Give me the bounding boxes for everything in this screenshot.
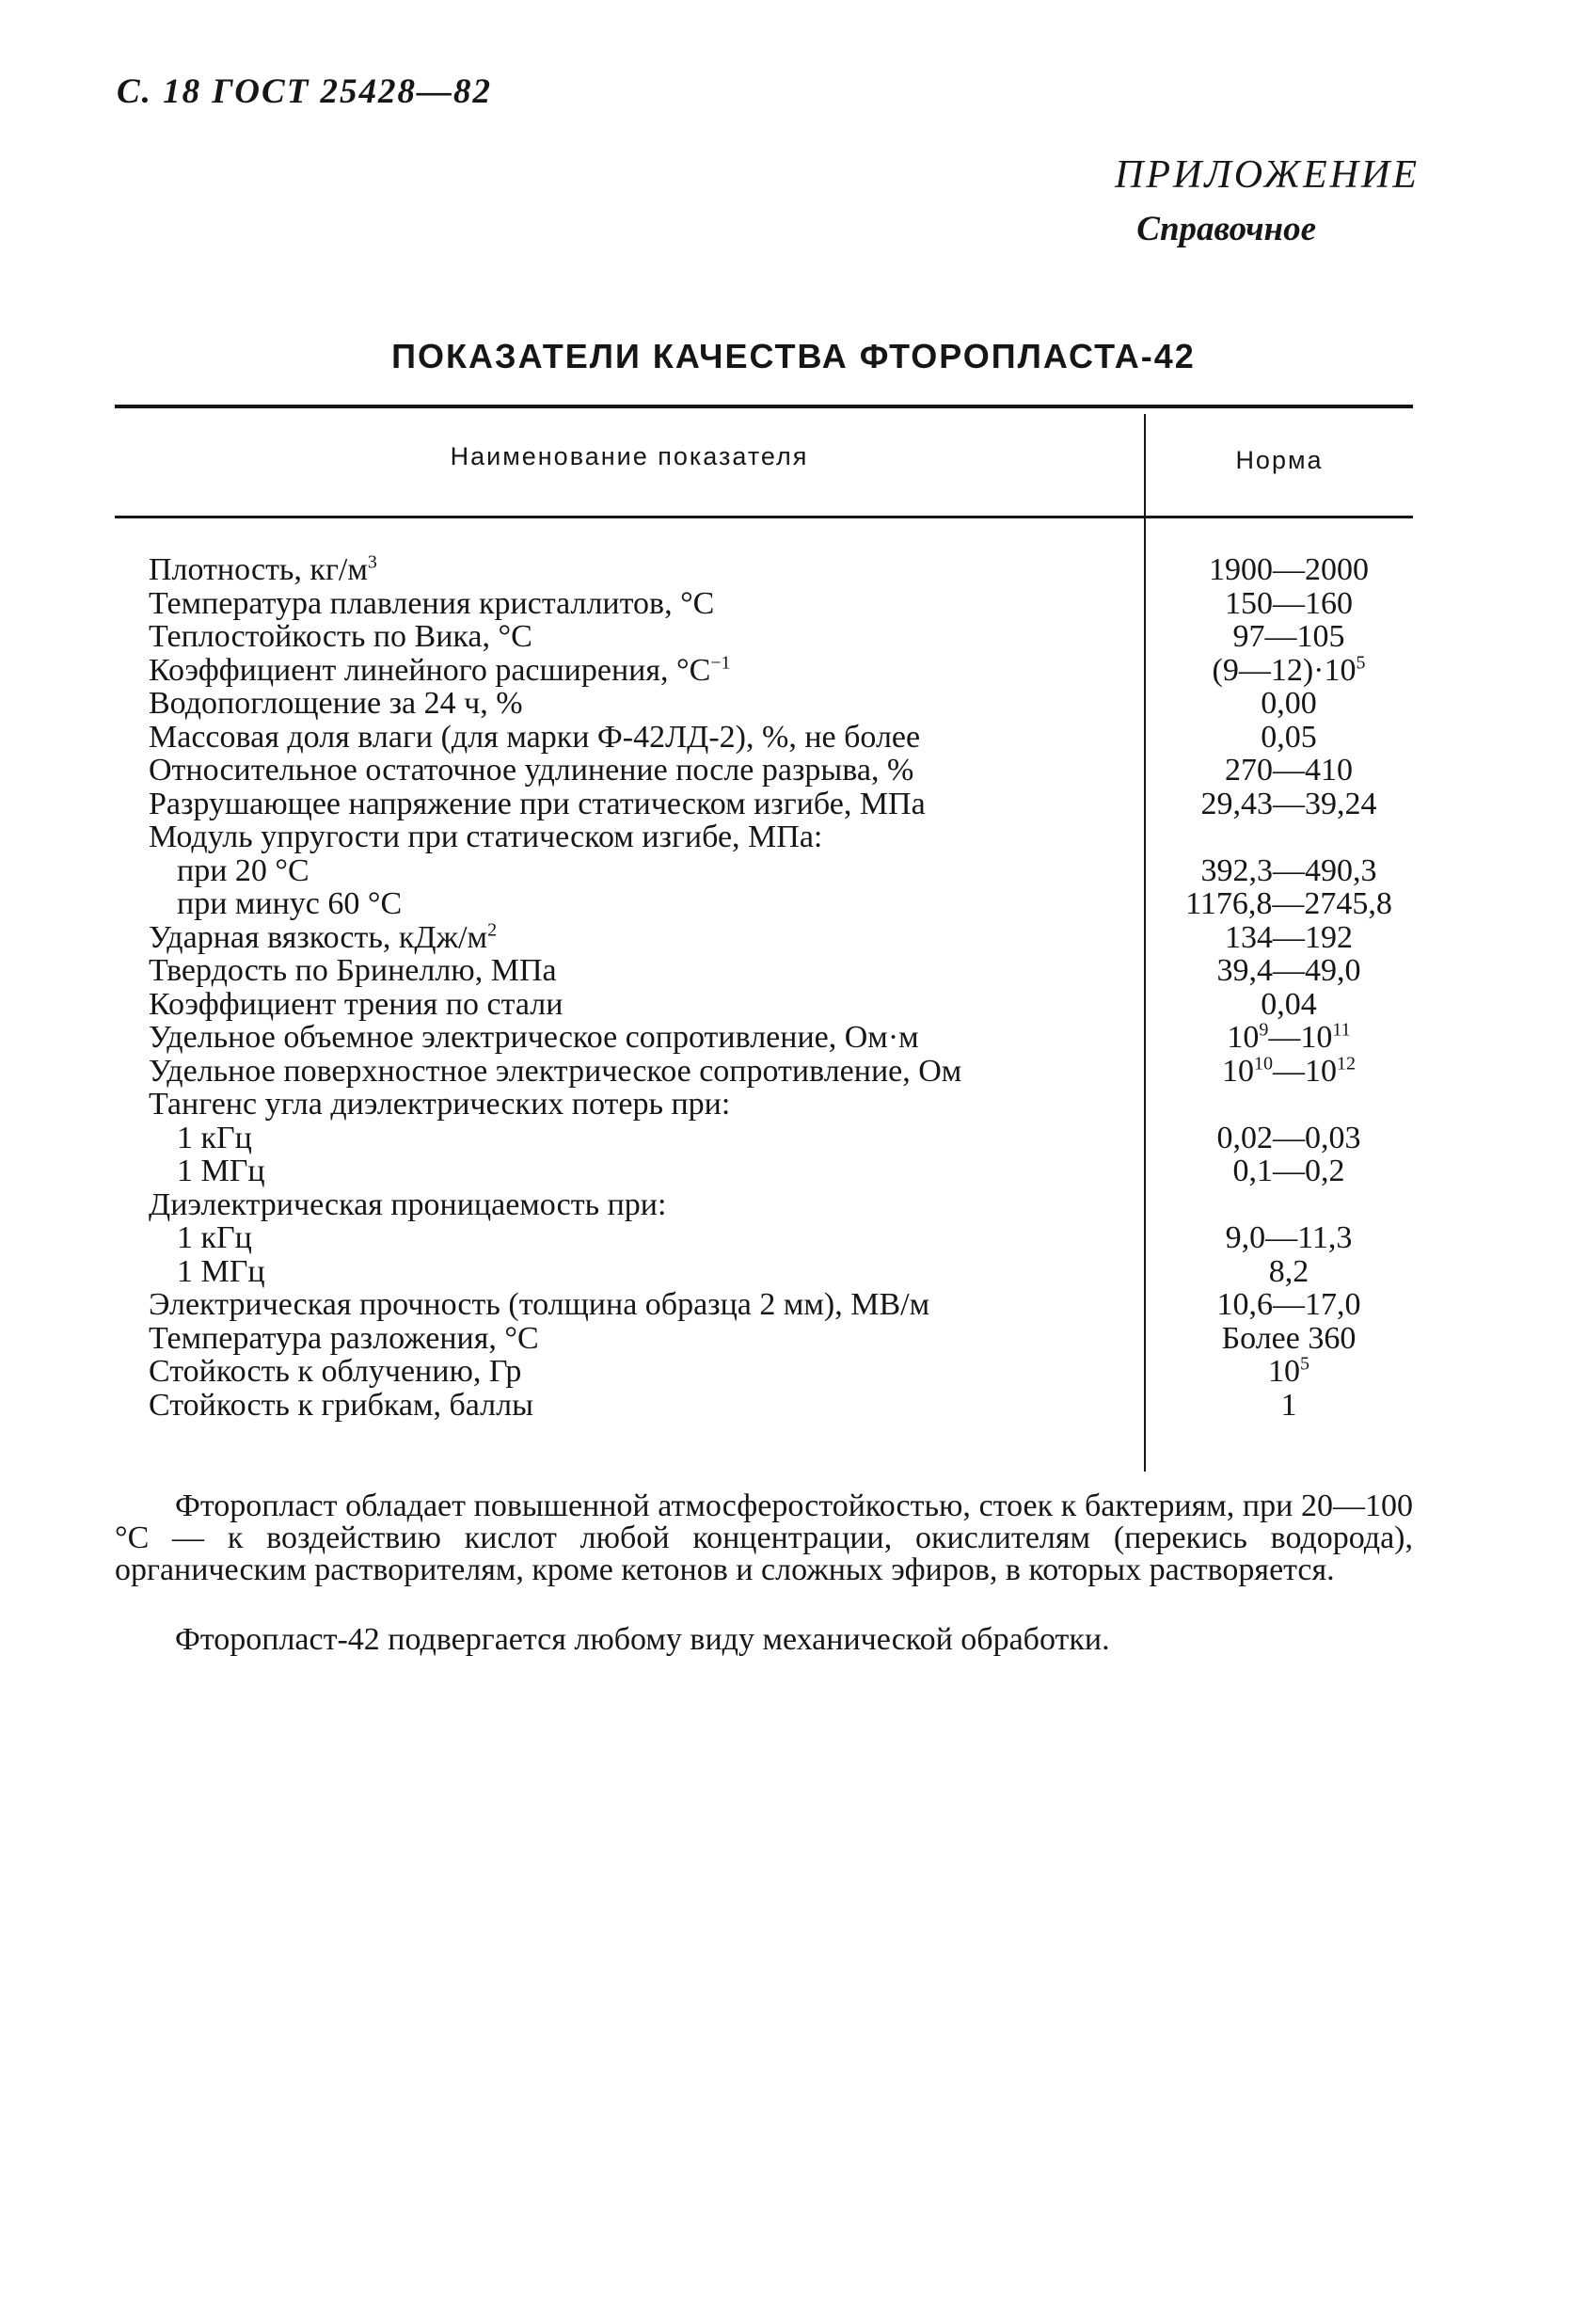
row-name: Температура разложения, °С: [149, 1320, 539, 1356]
row-name: Удельное объемное электрическое сопротивление, Ом·м: [149, 1020, 919, 1055]
row-value: 1900—2000: [1209, 552, 1369, 587]
table-row: [0, 1088, 1587, 1122]
table-top-rule: [115, 405, 1413, 408]
row-value: 134—192: [1225, 919, 1353, 955]
table-row: [0, 1055, 1587, 1089]
row-value: 0,04: [1261, 986, 1317, 1022]
table-row: [0, 1389, 1587, 1423]
table-row: [0, 1288, 1587, 1322]
page-header-reference: С. 18 ГОСТ 25428—82: [117, 72, 493, 111]
table-row: [0, 820, 1587, 854]
appendix-subtitle: Справочное: [1136, 210, 1316, 248]
row-name: Модуль упругости при статическом изгибе, МПа:: [149, 820, 823, 854]
document-title: ПОКАЗАТЕЛИ КАЧЕСТВА ФТОРОПЛАСТА-42: [391, 337, 1196, 375]
row-name: Водопоглощение за 24 ч, %: [149, 686, 523, 721]
table-row: [0, 1322, 1587, 1356]
table-row: [0, 553, 1587, 587]
row-value: 29,43—39,24: [1200, 786, 1377, 821]
table-row: [0, 620, 1587, 654]
table-header-rule: [115, 516, 1413, 518]
row-name: Электрическая прочность (толщина образца 2 мм), МВ/м: [149, 1287, 930, 1322]
row-value: 0,1—0,2: [1232, 1154, 1345, 1188]
row-value: $10^{10}—10^{12}$: [1222, 1053, 1356, 1089]
row-value: 1176,8—2745,8: [1185, 886, 1392, 921]
table-row: [0, 1255, 1587, 1289]
table-row: [0, 1154, 1587, 1188]
row-name: 1 МГц: [177, 1154, 265, 1188]
row-value: $(9—12)\cdot 10^5$: [1212, 652, 1366, 688]
table-row: [0, 954, 1587, 988]
row-value: 0,05: [1261, 719, 1317, 755]
row-name: Стойкость к грибкам, баллы: [149, 1387, 533, 1423]
row-name: Массовая доля влаги (для марки Ф-42ЛД-2), %, не более: [149, 719, 921, 755]
row-name: 1 кГц: [177, 1120, 252, 1155]
row-value: 392,3—490,3: [1200, 852, 1377, 888]
table-row: [0, 587, 1587, 621]
table-row: [0, 1122, 1587, 1155]
row-value: $10^9—10^{11}$: [1227, 1019, 1351, 1055]
row-name: при минус 60 °С: [177, 886, 403, 921]
column-header-norm: Норма: [1235, 446, 1324, 474]
table-row: [0, 654, 1587, 688]
row-name: Коэффициент линейного расширения, $^\circ С^{-1}$: [149, 652, 731, 688]
table-row: [0, 721, 1587, 755]
appendix-title: ПРИЛОЖЕНИЕ: [1115, 153, 1420, 197]
row-value: 97—105: [1232, 619, 1345, 654]
row-value: 0,00: [1261, 686, 1317, 721]
row-name: Относительное остаточное удлинение после разрыва, %: [149, 753, 914, 788]
row-value: $10^5$: [1268, 1353, 1309, 1389]
row-value: 1: [1280, 1387, 1297, 1423]
row-value: Более 360: [1221, 1320, 1357, 1356]
table-row: [0, 687, 1587, 721]
row-name: Диэлектрическая проницаемость при:: [149, 1186, 667, 1222]
table-body: [0, 553, 1587, 1422]
table-row: [0, 1021, 1587, 1055]
table-row: [0, 1188, 1587, 1222]
row-name: Разрушающее напряжение при статическом изгибе, МПа: [149, 786, 926, 821]
table-row: [0, 788, 1587, 821]
row-name: Теплостойкость по Вика, °С: [149, 619, 532, 654]
row-value: 0,02—0,03: [1216, 1120, 1361, 1155]
row-name: Стойкость к облучению, Гр: [149, 1354, 522, 1389]
table-row: [0, 1355, 1587, 1389]
table-row: [0, 921, 1587, 955]
row-value: 39,4—49,0: [1216, 953, 1361, 988]
table-row: [0, 854, 1587, 888]
row-value: 9,0—11,3: [1225, 1220, 1353, 1255]
row-value: 10,6—17,0: [1216, 1287, 1361, 1322]
row-name: Удельное поверхностное электрическое сопротивление, Ом: [149, 1053, 962, 1089]
row-name: Ударная вязкость, кДж/$м^2$: [149, 919, 498, 955]
row-name: Твердость по Бринеллю, МПа: [149, 953, 557, 988]
row-name: при 20 °С: [177, 852, 309, 888]
table-row: [0, 887, 1587, 921]
row-name: Плотность, $кг/м^3$: [149, 551, 377, 587]
row-name: 1 кГц: [177, 1220, 252, 1255]
row-name: Тангенс угла диэлектрических потерь при:: [149, 1087, 731, 1122]
note-paragraph-1: Фторопласт обладает повышенной атмосферостойкостью, стоек к бактериям, при 20—100 °С — к воздействию кислот любой концентрации, окислителям (перекись водорода), органическим растворителям, кроме кетонов и сложных эфиров, в которых растворяется.: [115, 1488, 1413, 1587]
table-row: [0, 754, 1587, 788]
note-paragraph-2: Фторопласт-42 подвергается любому виду механической обработки.: [175, 1622, 1110, 1657]
row-value: 8,2: [1268, 1253, 1309, 1289]
row-name: 1 МГц: [177, 1253, 265, 1289]
row-value: 150—160: [1225, 585, 1353, 621]
table-row: [0, 988, 1587, 1022]
row-name: Коэффициент трения по стали: [149, 986, 563, 1022]
row-value: 270—410: [1225, 753, 1353, 788]
column-header-name: Наименование показателя: [450, 442, 809, 470]
row-name: Температура плавления кристаллитов, °С: [149, 585, 715, 621]
table-row: [0, 1221, 1587, 1255]
